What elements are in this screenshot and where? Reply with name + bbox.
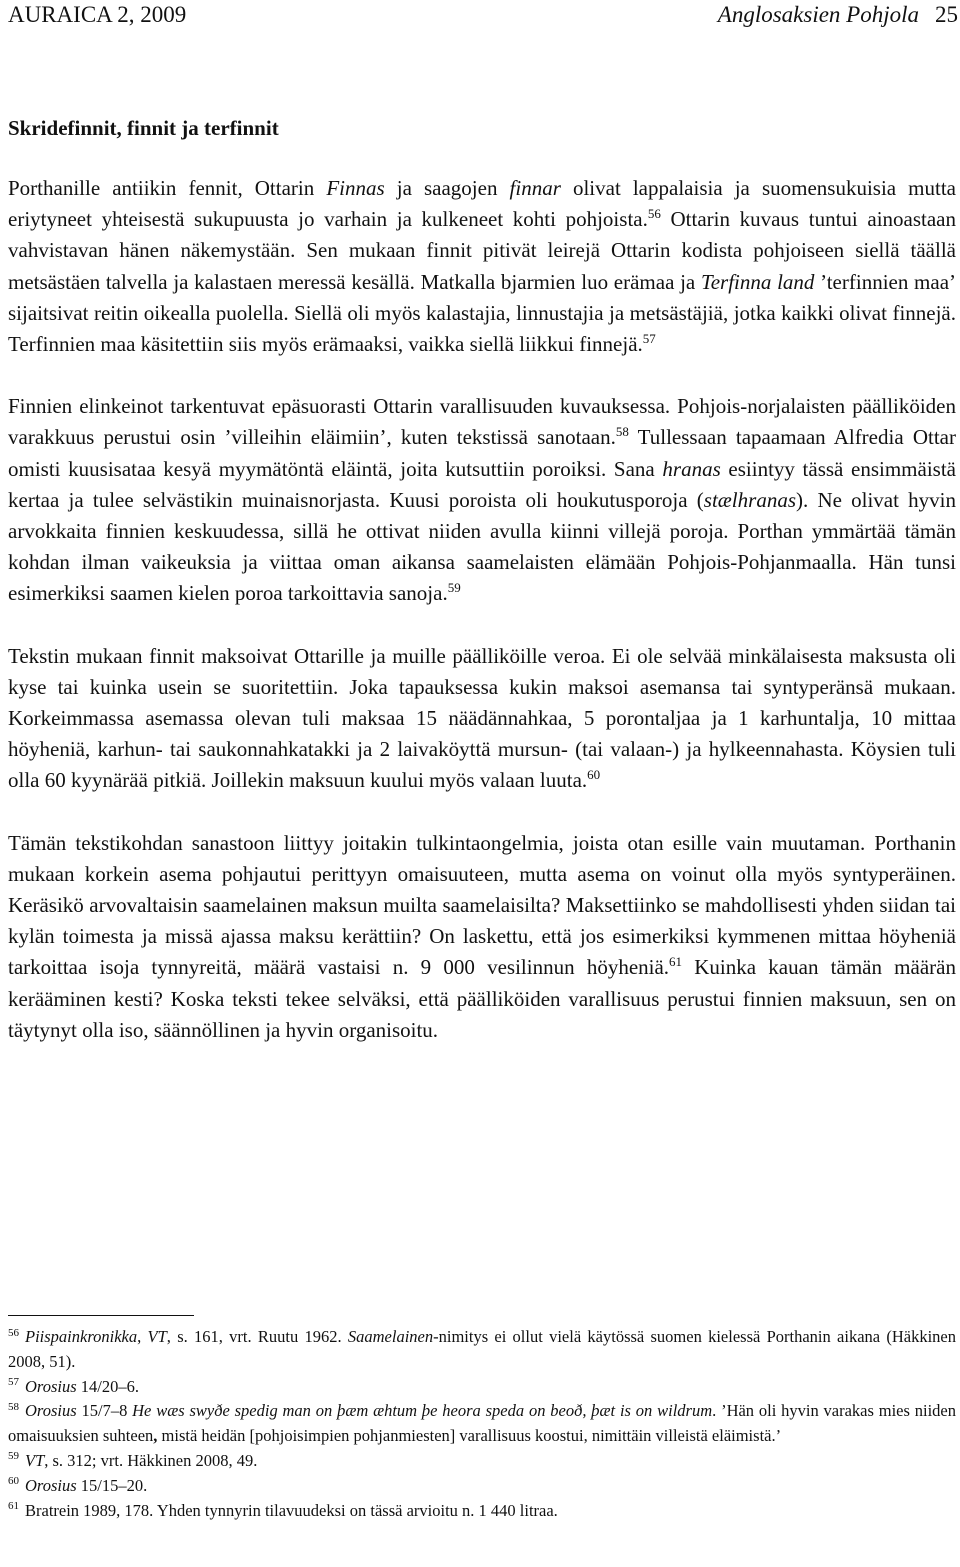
text-run: stælhranas bbox=[703, 487, 796, 512]
text-run: mistä heidän [pohjoisimpien pohjanmiesten] varallisuus koostui, nimittäin villeistä eläimistä.’ bbox=[157, 1426, 782, 1446]
footnote-divider bbox=[8, 1315, 194, 1316]
text-run: Orosius bbox=[25, 1401, 77, 1421]
footnote-ref: 60 bbox=[587, 767, 601, 783]
footnote-text bbox=[8, 1401, 956, 1445]
text-run: ’terfinnien maa’ sijaitsivat reitin oikealla puolella. Siellä oli myös kalastajia, linnustajia ja metsästäjiä, jotka kaikki olivat finnejä. Terfinnien maa käsitettiin siis myös erämaaksi, vaikka siellä liikkui finnejä. bbox=[8, 269, 957, 357]
header-right bbox=[718, 2, 958, 28]
footnote-ref: 56 bbox=[647, 206, 661, 222]
text-run: , s. 161, vrt. Ruutu 1962. bbox=[166, 1327, 348, 1346]
journal-name: AURAICA 2, 2009 bbox=[8, 2, 187, 27]
text-run: Finnas bbox=[326, 176, 385, 200]
footnote-ref: 59 bbox=[447, 580, 461, 596]
paragraph bbox=[8, 828, 956, 1046]
text-run: olivat lappalaisia ja suomensukuisia mutta eriytyneet yhteisestä sukupuusta jo varhain ja kulkeneet kohti pohjoista. bbox=[8, 176, 957, 232]
text-run: Kuinka kauan tämän määrän kerääminen kesti? Koska teksti tekee selväksi, että päälliköiden varallisuus perustui finnien maksuun, sen on täytynyt olla iso, säännöllinen ja hyvin organisoitu. bbox=[8, 955, 956, 1042]
footnote bbox=[8, 1474, 956, 1499]
text-run: Terfinna land bbox=[700, 269, 815, 294]
text-run: VT bbox=[25, 1450, 45, 1470]
footnote-text bbox=[25, 1451, 257, 1470]
footnote-number: 56 bbox=[8, 1326, 19, 1339]
text-run: Tekstin mukaan finnit maksoivat Ottarille ja muille päälliköille veroa. Ei ole selvää minkälaisesta maksusta oli kyse tai kuinka usein se suoritettiin. Joka tapauksessa kukin maksoi asemansa tai syntyperänsä mukaan. Korkeimmassa asemassa olevan tuli maksaa 15 näädännahkaa, 5 porontaljaa ja 1 karhuntalja, 10 mittaa höyheniä, karhun- tai saukonnahkatakki ja 2 laivaköyttä mursun- (tai valaan-) ja hylkeennahasta. Köysien tuli olla 60 kyynärää pitkiä. Joillekin maksuun kuului myös valaan luuta. bbox=[8, 643, 956, 793]
text-run: . ’Hän oli hyvin varakas mies niiden omaisuuksien suhteen bbox=[8, 1401, 956, 1446]
text-run: Piispainkronikka bbox=[25, 1327, 138, 1346]
text-run: Saamelainen bbox=[347, 1327, 434, 1346]
footnote-text bbox=[25, 1476, 147, 1495]
footnote-ref: 58 bbox=[615, 424, 629, 440]
footnote bbox=[8, 1449, 956, 1474]
footnote-text bbox=[8, 1327, 956, 1371]
text-run: esiintyy tässä ensimmäistä kertaa ja tulee selvästikin muinaisnorjasta. Kuusi poroista oli houkutusporoja ( bbox=[8, 456, 957, 512]
footnote bbox=[8, 1399, 956, 1449]
text-run: Ottarin kuvaus tuntui ainoastaan vahvistavan hänen näkemystään. Sen mukaan finnit pitivät leirejä Ottarin kodista pohjoiseen siellä täällä metsästäen talvella ja kalastaen meressä kesällä. Matkalla bjarmien luo erämaa ja bbox=[8, 207, 956, 294]
text-run: Orosius bbox=[25, 1475, 77, 1495]
footnotes bbox=[8, 1325, 956, 1523]
footnote-text bbox=[25, 1377, 139, 1396]
text-run: hranas bbox=[662, 456, 721, 481]
text-run: 15/7–8 bbox=[76, 1401, 133, 1421]
footnote-number: 59 bbox=[8, 1450, 19, 1463]
paragraph bbox=[8, 391, 956, 609]
paragraph bbox=[8, 173, 956, 360]
text-run: Finnien elinkeinot tarkentuvat epäsuorasti Ottarin varallisuuden kuvauksessa. Pohjois-norjalaisten päälliköiden varakkuus perustui osin ’villeihin eläimiin’, kuten tekstissä sanotaan. bbox=[8, 394, 956, 450]
text-run: Tullessaan tapaamaan Alfredia Ottar omisti kuusisataa kesyä myymätöntä eläintä, joita kutsuttiin poroiksi. Sana bbox=[8, 425, 956, 481]
footnote-number: 61 bbox=[8, 1500, 19, 1513]
text-run: , bbox=[153, 1426, 158, 1446]
text-run: VT bbox=[147, 1327, 167, 1346]
body-text bbox=[8, 173, 956, 1077]
footnote-number: 57 bbox=[8, 1376, 19, 1389]
section-title: Skridefinnit, finnit ja terfinnit bbox=[8, 116, 279, 140]
footnote bbox=[8, 1325, 956, 1375]
text-run: Porthanille antiikin fennit, Ottarin bbox=[8, 176, 327, 200]
paragraph bbox=[8, 641, 956, 797]
page-number: 25 bbox=[935, 2, 958, 27]
running-header bbox=[8, 2, 958, 34]
text-run: 15/15–20. bbox=[76, 1475, 148, 1495]
article-title: Anglosaksien Pohjola bbox=[717, 2, 919, 27]
text-run: , bbox=[137, 1327, 148, 1346]
footnote-number: 60 bbox=[8, 1475, 19, 1488]
text-run: , s. 312; vrt. Häkkinen 2008, 49. bbox=[44, 1450, 258, 1470]
footnote-text bbox=[25, 1501, 558, 1520]
footnote bbox=[8, 1499, 956, 1524]
footnote-number: 58 bbox=[8, 1400, 19, 1413]
text-run: 14/20–6. bbox=[76, 1376, 139, 1396]
text-run: Tämän tekstikohdan sanastoon liittyy joitakin tulkintaongelmia, joista otan esille vain muutaman. Porthanin mukaan korkein asema pohjautui perittyyn omaisuuteen, mutta asema on voinut olla myös syntyperäinen. Keräsikö arvovaltaisin saamelainen maksun muilta saamelaisilta? Maksettiinko se mahdollisesti yhden siidan tai kylän toimesta ja missä ajassa maksu kerättiin? On laskettu, että jos esimerkiksi kymmenen mittaa höyheniä tarkoittaa isoja tynnyreitä, määrä vastaisi n. 9 000 vesilinnun höyheniä. bbox=[8, 830, 956, 980]
text-run: finnar bbox=[509, 176, 561, 200]
text-run: -nimitys ei ollut vielä käytössä suomen kielessä Porthanin aikana (Häkkinen 2008, 51). bbox=[8, 1327, 956, 1371]
text-run: ). Ne olivat hyvin arvokkaita finnien keskuudessa, sillä he ottivat niiden avulla kiinni villejä poroja. Porthan ymmärtää tämän kohdan ilman vaikeuksia ja viittaa oman aikansa saamelaisten elämään Pohjois-Pohjanmaalla. Hän tunsi esimerkiksi saamen kielen poroa tarkoittavia sanoja. bbox=[8, 487, 957, 606]
text-run: He wæs swyðe spedig man on þæm æhtum þe heora speda on beoð, þæt is on wildrum bbox=[132, 1401, 713, 1421]
text-run: ja saagojen bbox=[384, 176, 510, 200]
footnote bbox=[8, 1375, 956, 1400]
text-run: Bratrein 1989, 178. Yhden tynnyrin tilavuudeksi on tässä arvioitu n. 1 440 litraa. bbox=[25, 1500, 558, 1520]
text-run: Orosius bbox=[25, 1376, 77, 1396]
footnote-ref: 57 bbox=[642, 331, 656, 347]
footnote-ref: 61 bbox=[669, 954, 683, 970]
